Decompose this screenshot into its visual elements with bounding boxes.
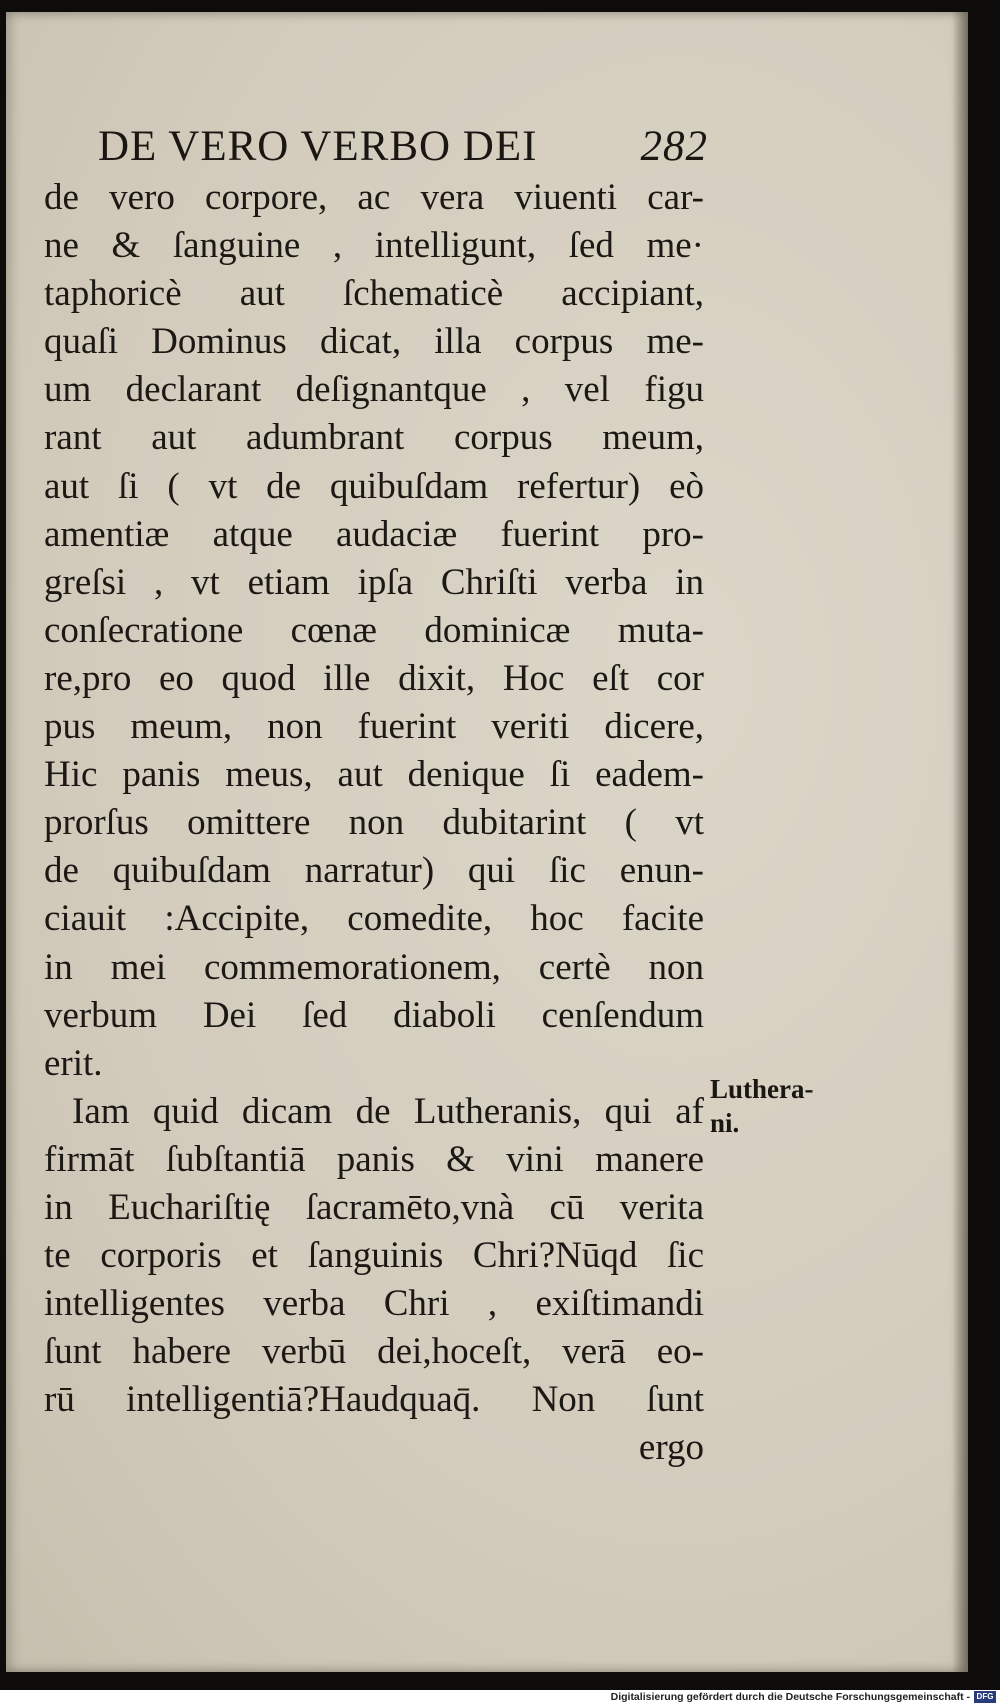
text-line: amentiæ atque audaciæ fuerint pro-	[44, 513, 704, 555]
text-line: greſsi , vt etiam ipſa Chriſti verba in	[44, 561, 704, 603]
book-page	[6, 12, 968, 1672]
text-line: te corporis et ſanguinis Chri?Nūqd ſic	[44, 1235, 704, 1277]
text-line: in mei commemorationem, certè non	[44, 946, 704, 988]
text-line: Hic panis meus, aut denique ſi eadem-	[44, 754, 704, 796]
text-line: Iam quid dicam de Lutheranis, qui af	[72, 1090, 704, 1132]
page-number: 282	[640, 123, 708, 170]
text-line: rant aut adumbrant corpus meum,	[44, 417, 704, 459]
text-line: pus meum, non fuerint veriti dicere,	[44, 706, 704, 748]
text-line: ciauit :Accipite, comedite, hoc facite	[44, 898, 704, 940]
dfg-logo: DFG	[974, 1691, 996, 1703]
text-line: de vero corpore, ac vera viuenti car-	[44, 177, 704, 218]
header-title: DE VERO VERBO DEI	[98, 123, 538, 170]
text-line: prorſus omittere non dubitarint ( vt	[44, 802, 704, 844]
page-edge-shadow	[952, 12, 966, 1672]
text-line: verbum Dei ſed diaboli cenſendum	[44, 994, 704, 1036]
text-line: re,pro eo quod ille dixit, Hoc eſt cor	[44, 657, 704, 699]
funding-credit: Digitalisierung gefördert durch die Deutsche Forschungsgemeinschaft -	[610, 1691, 970, 1703]
text-line: erit.	[44, 1042, 103, 1084]
text-line: taphoricè aut ſchematicè accipiant,	[44, 273, 704, 315]
text-line: intelligentes verba Chri , exiſtimandi	[44, 1283, 704, 1325]
text-line: ne & ſanguine , intelligunt, ſed me·	[44, 225, 704, 267]
margin-note-line: Luthera-	[710, 1074, 814, 1104]
text-line: ſunt habere verbū dei,hoceſt, verā eo-	[44, 1331, 704, 1373]
margin-note	[710, 1072, 814, 1140]
digitization-footer	[0, 1690, 1000, 1704]
text-line: quaſi Dominus dicat, illa corpus me-	[44, 321, 704, 363]
text-line: um declarant deſignantque , vel figu	[44, 369, 704, 411]
text-line: aut ſi ( vt de quibuſdam refertur) eò	[44, 465, 704, 507]
body-text	[44, 174, 704, 1473]
text-line: de quibuſdam narratur) qui ſic enun-	[44, 850, 704, 892]
text-line: conſecratione cœnæ dominicæ muta-	[44, 609, 704, 651]
text-line: rū intelligentiā?Haudquaq̄. Non ſunt	[44, 1379, 704, 1421]
text-line: in Euchariſtię ſacramēto,vnà cū verita	[44, 1186, 704, 1228]
catchword: ergo	[638, 1427, 704, 1469]
margin-note-line: ni.	[710, 1108, 740, 1138]
text-line: firmāt ſubſtantiā panis & vini manere	[44, 1138, 704, 1180]
